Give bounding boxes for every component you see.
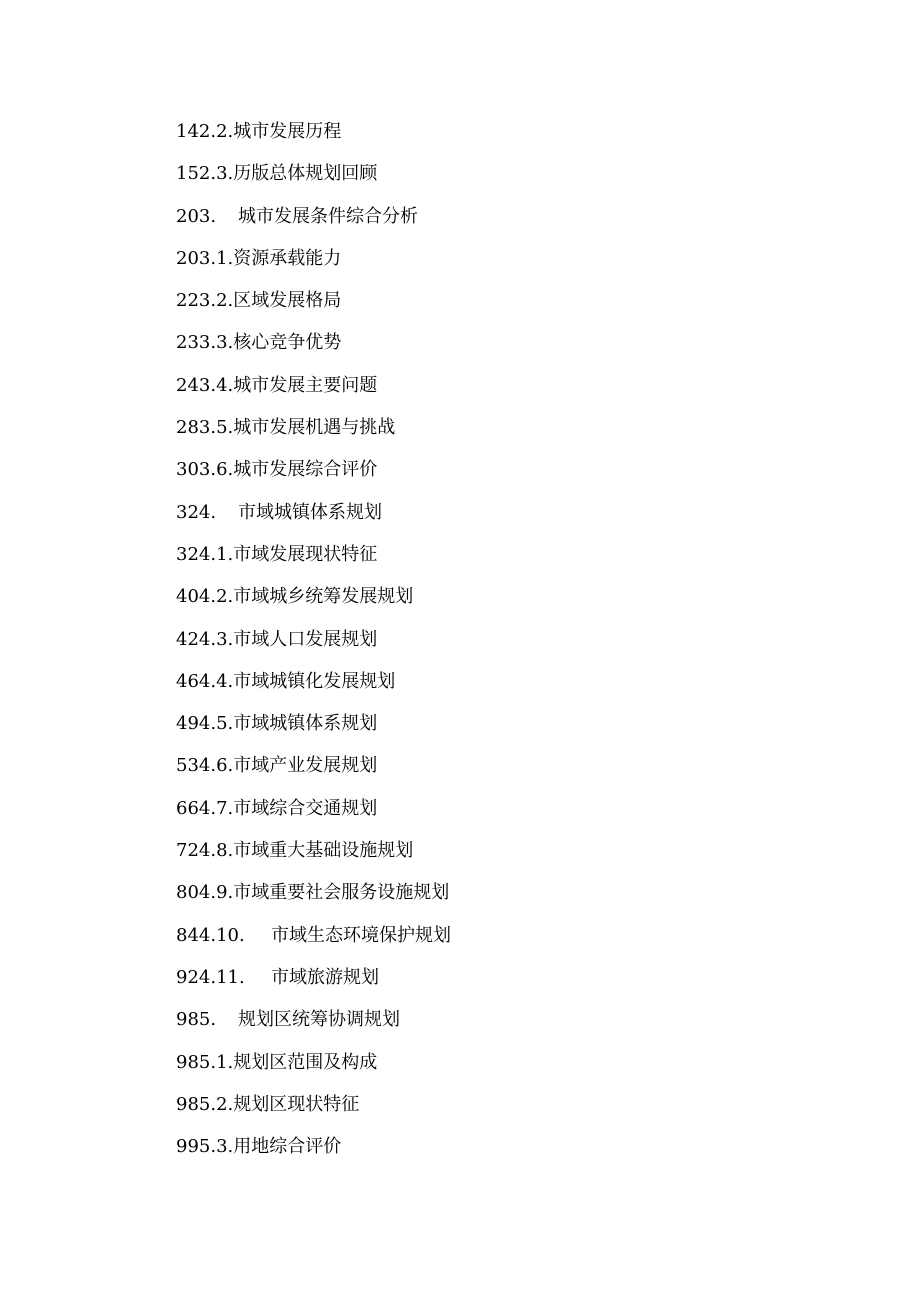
toc-entry[interactable] <box>176 666 876 708</box>
toc-entry-title: 历版总体规划回顾 <box>233 163 378 185</box>
toc-entry[interactable] <box>176 920 876 962</box>
toc-entry-title: 核心竞争优势 <box>233 332 342 354</box>
toc-entry[interactable] <box>176 116 876 158</box>
toc-entry-title: 资源承载能力 <box>233 247 342 269</box>
toc-entry-number: 142.2. <box>176 121 234 142</box>
table-of-contents <box>176 116 876 1173</box>
toc-entry[interactable] <box>176 412 876 454</box>
toc-entry-title: 城市发展条件综合分析 <box>238 205 418 227</box>
toc-entry[interactable] <box>176 243 876 285</box>
toc-entry-title: 规划区统筹协调规划 <box>238 1009 400 1031</box>
toc-entry[interactable] <box>176 581 876 623</box>
toc-entry[interactable] <box>176 539 876 581</box>
toc-entry[interactable] <box>176 624 876 666</box>
toc-entry-title: 市域城镇化发展规划 <box>233 670 396 692</box>
toc-entry[interactable] <box>176 327 876 369</box>
toc-entry-title: 区域发展格局 <box>233 290 342 312</box>
toc-entry-number: 985. <box>176 1009 217 1031</box>
toc-entry[interactable] <box>176 750 876 792</box>
toc-entry-title: 市域综合交通规划 <box>233 797 378 819</box>
toc-entry-title: 市域城镇体系规划 <box>238 501 382 523</box>
toc-entry[interactable] <box>176 962 876 1004</box>
toc-entry-title: 用地综合评价 <box>233 1136 342 1158</box>
toc-entry-number: 424.3. <box>176 628 234 650</box>
toc-entry-title: 规划区现状特征 <box>233 1093 360 1115</box>
toc-entry-title: 市域生态环境保护规划 <box>271 924 451 946</box>
toc-entry-number: 534.6. <box>176 755 234 777</box>
toc-entry-number: 203. <box>176 205 217 227</box>
toc-entry[interactable] <box>176 497 876 539</box>
toc-entry-title: 市域发展现状特征 <box>233 543 378 565</box>
toc-entry-title: 市域城乡统筹发展规划 <box>233 586 414 608</box>
toc-entry-number: 985.2. <box>176 1093 234 1115</box>
toc-entry[interactable] <box>176 708 876 750</box>
toc-entry-title: 市域重要社会服务设施规划 <box>233 882 450 904</box>
toc-entry[interactable] <box>176 201 876 243</box>
toc-entry-title: 城市发展综合评价 <box>233 459 378 481</box>
toc-entry-number: 985.1. <box>176 1051 234 1073</box>
toc-entry-number: 844.10. <box>176 924 245 946</box>
toc-entry-number: 804.9. <box>176 882 234 904</box>
toc-entry-title: 城市发展历程 <box>233 121 342 142</box>
toc-entry-number: 404.2. <box>176 586 234 608</box>
toc-entry-number: 494.5. <box>176 713 234 735</box>
toc-entry-number: 152.3. <box>176 163 234 185</box>
toc-entry[interactable] <box>176 285 876 327</box>
toc-entry-title: 规划区范围及构成 <box>233 1051 378 1073</box>
toc-entry-title: 市域产业发展规划 <box>233 755 378 777</box>
toc-entry[interactable] <box>176 1089 876 1131</box>
toc-entry-title: 市域重大基础设施规划 <box>233 840 414 862</box>
toc-entry[interactable] <box>176 877 876 919</box>
toc-entry[interactable] <box>176 793 876 835</box>
toc-entry-number: 324. <box>176 501 217 523</box>
toc-entry-title: 市域城镇体系规划 <box>233 713 378 735</box>
toc-entry-number: 664.7. <box>176 797 234 819</box>
toc-entry[interactable] <box>176 454 876 496</box>
toc-entry-number: 223.2. <box>176 290 234 312</box>
toc-entry-number: 233.3. <box>176 332 234 354</box>
toc-entry-number: 243.4. <box>176 374 234 396</box>
toc-entry-number: 724.8. <box>176 840 234 862</box>
toc-entry-number: 995.3. <box>176 1136 234 1158</box>
toc-entry-number: 464.4. <box>176 670 234 692</box>
toc-entry[interactable] <box>176 1004 876 1046</box>
toc-entry-number: 303.6. <box>176 459 234 481</box>
toc-entry-title: 市域人口发展规划 <box>233 628 378 650</box>
toc-entry[interactable] <box>176 1047 876 1089</box>
toc-entry-number: 203.1. <box>176 247 234 269</box>
toc-entry[interactable] <box>176 835 876 877</box>
toc-entry[interactable] <box>176 1131 876 1173</box>
toc-entry-number: 924.11. <box>176 966 245 988</box>
toc-entry-title: 市域旅游规划 <box>271 966 379 988</box>
toc-entry[interactable] <box>176 158 876 200</box>
toc-entry-number: 283.5. <box>176 417 234 439</box>
toc-entry-number: 324.1. <box>176 543 234 565</box>
toc-entry-title: 城市发展机遇与挑战 <box>233 417 396 439</box>
toc-entry-title: 城市发展主要问题 <box>233 374 378 396</box>
toc-entry[interactable] <box>176 370 876 412</box>
